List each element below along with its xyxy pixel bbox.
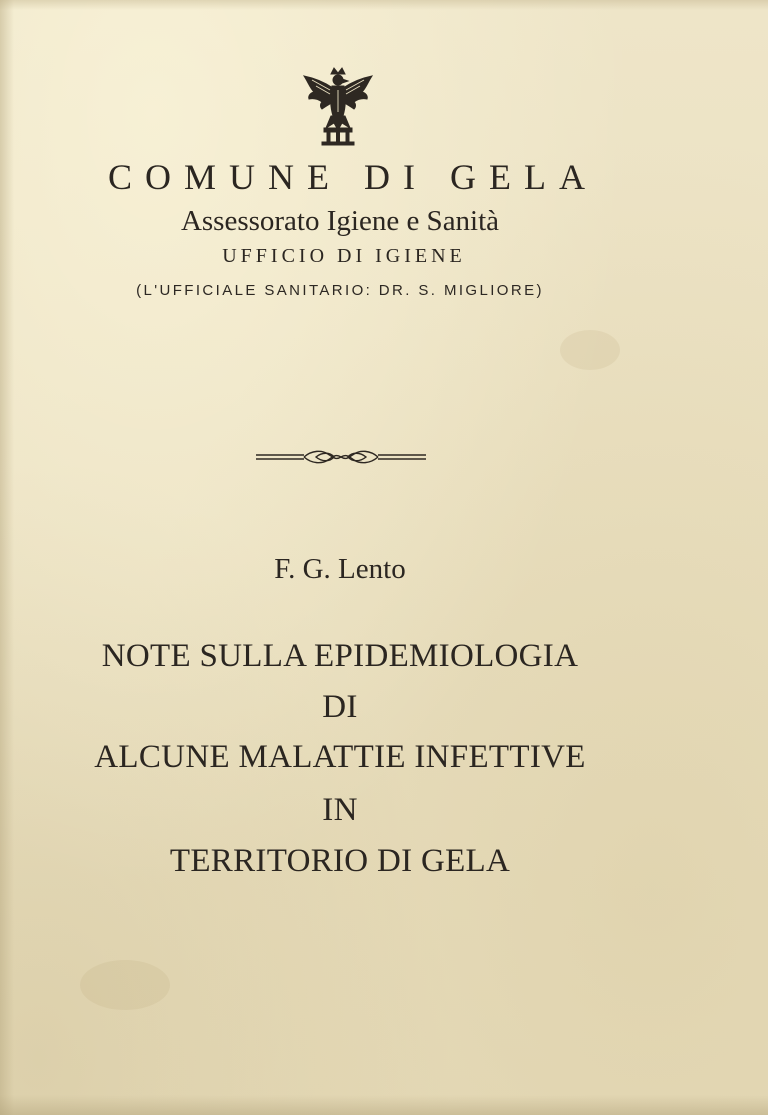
comune-heading: COMUNE DI GELA (108, 157, 598, 197)
assessorato-heading: Assessorato Igiene e Sanità (180, 205, 500, 237)
title-line-1: NOTE SULLA EPIDEMIOLOGIA (101, 638, 579, 674)
title-line-4: IN (322, 792, 358, 828)
author-name: F. G. Lento (274, 553, 406, 585)
ufficiale-sanitario-line: (L'UFFICIALE SANITARIO: DR. S. MIGLIORE) (136, 282, 544, 299)
ufficio-heading: UFFICIO DI IGIENE (222, 245, 466, 267)
eagle-crest-icon (300, 66, 376, 146)
scroll-divider-icon (256, 446, 426, 468)
title-line-2: DI (322, 689, 358, 725)
title-line-3: ALCUNE MALATTIE INFETTIVE (94, 739, 586, 775)
paper-edge-shadow-bottom (0, 1095, 768, 1115)
paper-edge-shadow-left (0, 0, 14, 1115)
paper-stain (80, 960, 170, 1010)
title-line-5: TERRITORIO DI GELA (169, 843, 511, 879)
paper-edge-shadow-top (0, 0, 768, 10)
paper-stain (560, 330, 620, 370)
